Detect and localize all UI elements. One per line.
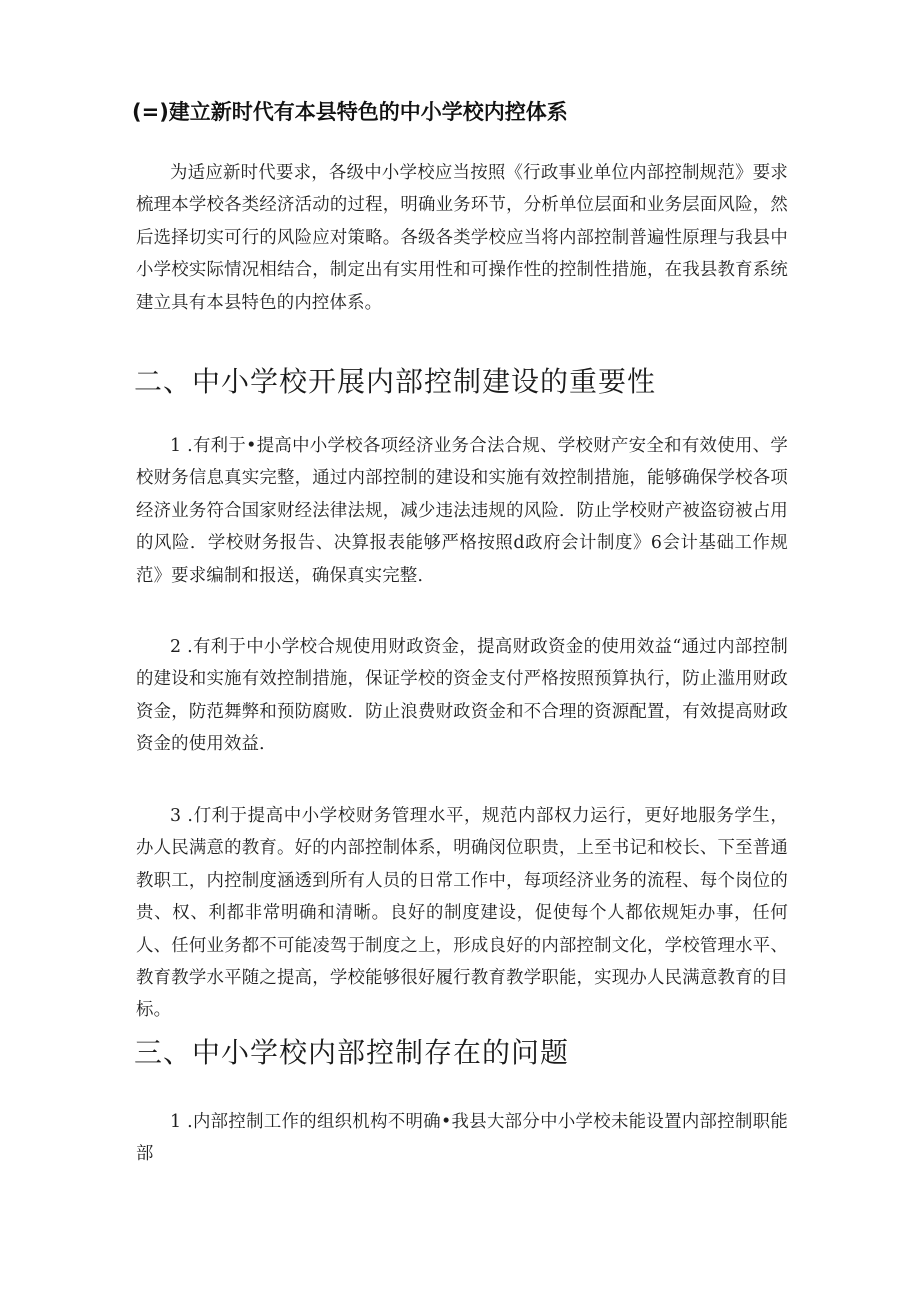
section-heading-importance: 二、中小学校开展内部控制建设的重要性 xyxy=(134,365,657,398)
paragraph-point-2-fiscal-funds: 2 .有利于中小学校合规使用财政资金，提高财政资金的使用效益“通过内部控制的建设和实施有效控制措施，保证学校的资金支付严格按照预算执行，防止滥用财政资金，防范舞弊和预防腐败．防止浪费财政资金和不合理的资源配置，有效提高财政资金的使用效益． xyxy=(136,637,788,755)
paragraph-point-3-financial-management: 3 .仃利于提高中小学校财务管理水平，规范内部权力运行，更好地服务学生，办人民满意的教育。好的内部控制体系，明确闵位职贵，上至书记和校长、下至普通教职工，内控制度涵透到所有人员的日常工作中，每项经济业务的流程、每个岗位的贵、权、利都非常明确和清晰。良好的制度建设，促使每个人都依规矩办事，任何人、任何业务都不可能凌驾于制度之上，形成良好的内部控制文化，学校管理水平、教育教学水平随之提高，学校能够很好履行教育教学职能，实现办人民满意教育的目标。 xyxy=(136,806,788,1021)
paragraph-internal-control-system: 为适应新时代要求，各级中小学校应当按照《行政事业单位内部控制规范》要求梳理本学校各类经济活动的过程，明确业务环节，分析单位层面和业务层面风险，然后选择切实可行的风险应对策略。各级各类学校应当将内部控制普遍性原理与我县中小学校实际情况相结合，制定出有实用性和可操作性的控制性措施，在我县教育系统建立具有本县特色的内控体系。 xyxy=(136,163,788,313)
subsection-heading: (=)建立新时代有本县特色的中小学校内控体系 xyxy=(132,100,568,124)
paragraph-problem-1-organization: 1 .内部控制工作的组织机构不明确•我县大部分中小学校未能设置内部控制职能部 xyxy=(136,1112,788,1165)
section-heading-problems: 三、中小学校内部控制存在的问题 xyxy=(134,1036,570,1069)
paragraph-point-1-compliance: 1 .有利于•提高中小学校各项经济业务合法合规、学校财产安全和有效使用、学校财务信息真实完整，通过内部控制的建设和实施有效控制措施，能够确保学校各项经济业务符合国家财经法律法规，减少违法违规的风险．防止学校财产被盗窃被占用的风险．学校财务报告、决算报表能够严格按照d政府会计制度》6会计基础工作规范》要求编制和报送，确保真实完整． xyxy=(136,436,788,586)
